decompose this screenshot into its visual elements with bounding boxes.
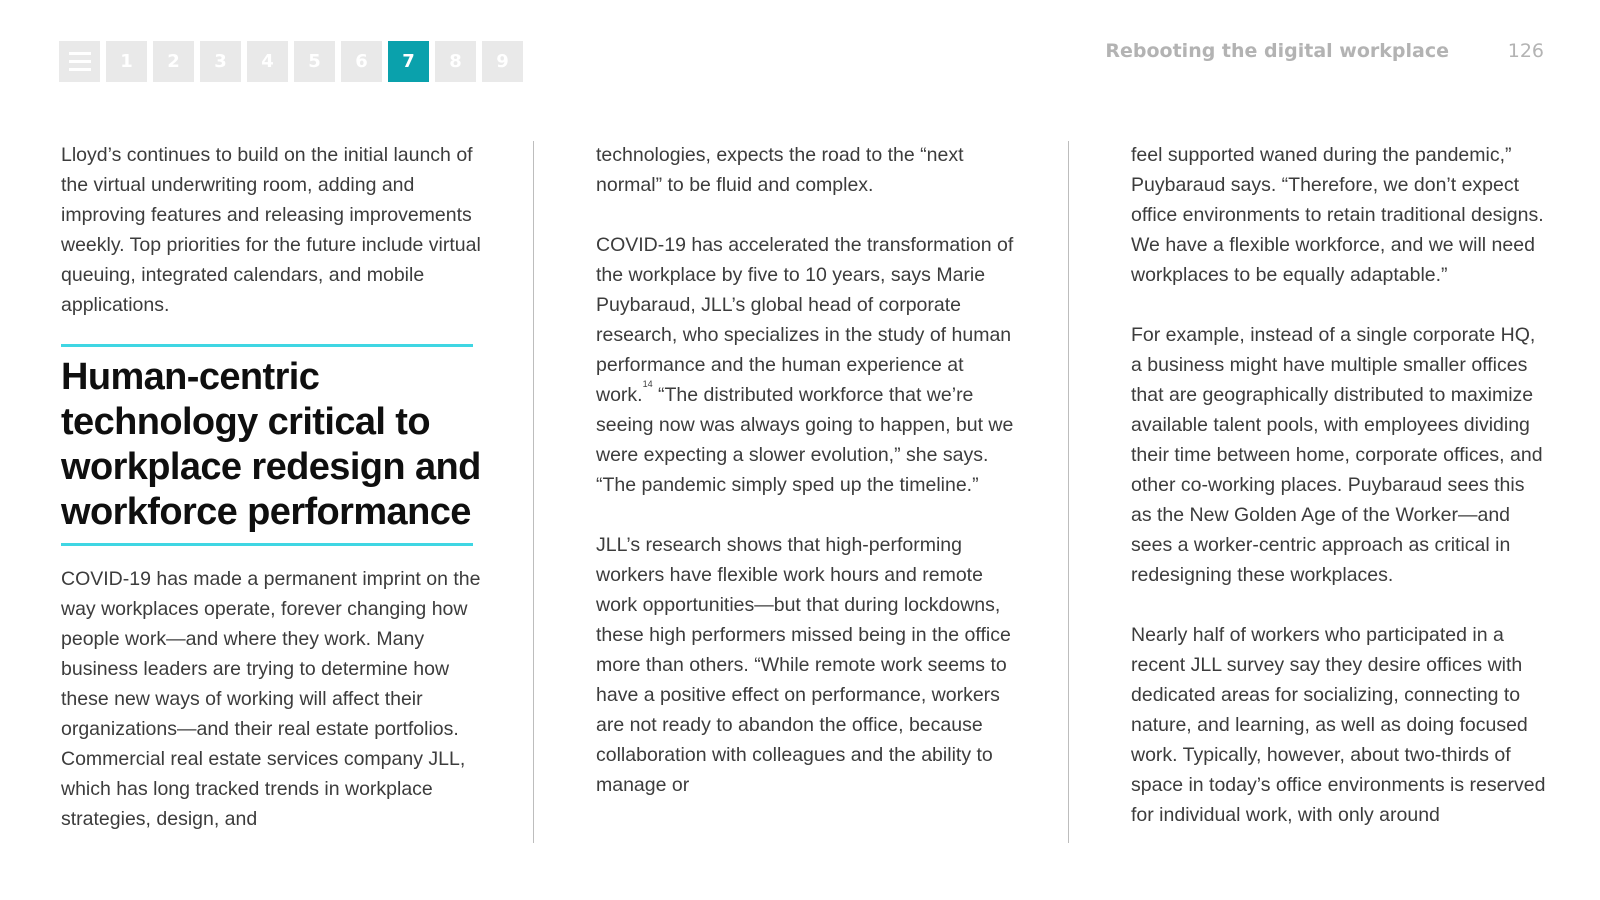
menu-button[interactable] (59, 41, 100, 82)
paragraph: feel supported waned during the pandemic,” Puybaraud says. “Therefore, we don’t expect office environments to retain traditional designs. We have a flexible workforce, and we will need workplaces to be equally adaptable.” (1131, 144, 1544, 286)
page-number: 126 (1507, 40, 1544, 62)
paragraph: For example, instead of a single corporate HQ, a business might have multiple smaller offices that are geographically distributed to maximize available talent pools, with employees dividing their time between home, corporate offices, and other co-working places. Puybaraud sees this as the New Golden Age of the Worker—and sees a worker-centric approach as critical in redesigning these workplaces. (1131, 324, 1543, 586)
page-button-4[interactable]: 4 (247, 41, 288, 82)
page-button-8[interactable]: 8 (435, 41, 476, 82)
heading-rule-bottom (61, 543, 473, 546)
page-button-7-active[interactable]: 7 (388, 41, 429, 82)
page-button-2[interactable]: 2 (153, 41, 194, 82)
paragraph-text: COVID-19 has accelerated the transformation of the workplace by five to 10 years, says Marie Puybaraud, JLL’s global head of corporate research, who specializes in the study of human performance and the human experience at work. (596, 234, 1014, 406)
document-title: Rebooting the digital workplace (1105, 40, 1449, 62)
page-button-6[interactable]: 6 (341, 41, 382, 82)
text-column-3 (1131, 140, 1546, 830)
page-button-9[interactable]: 9 (482, 41, 523, 82)
text-column-2 (596, 140, 1016, 800)
paragraph: Lloyd’s continues to build on the initial launch of the virtual underwriting room, adding and improving features and releasing improvements weekly. Top priorities for the future include virtual queuing, integrated calendars, and mobile applications. (61, 144, 481, 316)
paragraph: Nearly half of workers who participated in a recent JLL survey say they desire offices with dedicated areas for socializing, connecting to nature, and learning, as well as doing focused work. Typically, however, about two-thirds of space in today’s office environments is reserved for individual work, with only around (1131, 624, 1546, 826)
paragraph: COVID-19 has made a permanent imprint on the way workplaces operate, forever changing how people work—and where they work. Many business leaders are trying to determine how these new ways of working will affect their organizations—and their real estate portfolios. Commercial real estate services company JLL, which has long tracked trends in workplace strategies, design, and (61, 568, 481, 830)
paragraph: technologies, expects the road to the “next normal” to be fluid and complex. (596, 144, 964, 196)
hamburger-menu-icon (69, 52, 91, 71)
page-navigation (59, 41, 523, 82)
page-button-5[interactable]: 5 (294, 41, 335, 82)
column-divider (533, 141, 534, 843)
text-column-1 (61, 140, 481, 834)
column-divider (1068, 141, 1069, 843)
footnote-reference[interactable]: 14 (642, 379, 653, 389)
paragraph (596, 230, 1016, 500)
section-heading: Human-centric technology critical to workplace redesign and workforce performance (61, 356, 481, 533)
page-button-3[interactable]: 3 (200, 41, 241, 82)
paragraph-text: “The distributed workforce that we’re seeing now was always going to happen, but we were expecting a slower evolution,” she says. “The pandemic simply sped up the timeline.” (596, 384, 1014, 496)
heading-rule-top (61, 344, 473, 347)
page-button-1[interactable]: 1 (106, 41, 147, 82)
paragraph: JLL’s research shows that high-performing workers have flexible work hours and remote work opportunities—but that during lockdowns, these high performers missed being in the office more than others. “While remote work seems to have a positive effect on performance, workers are not ready to abandon the office, because collaboration with colleagues and the ability to manage or (596, 534, 1011, 796)
